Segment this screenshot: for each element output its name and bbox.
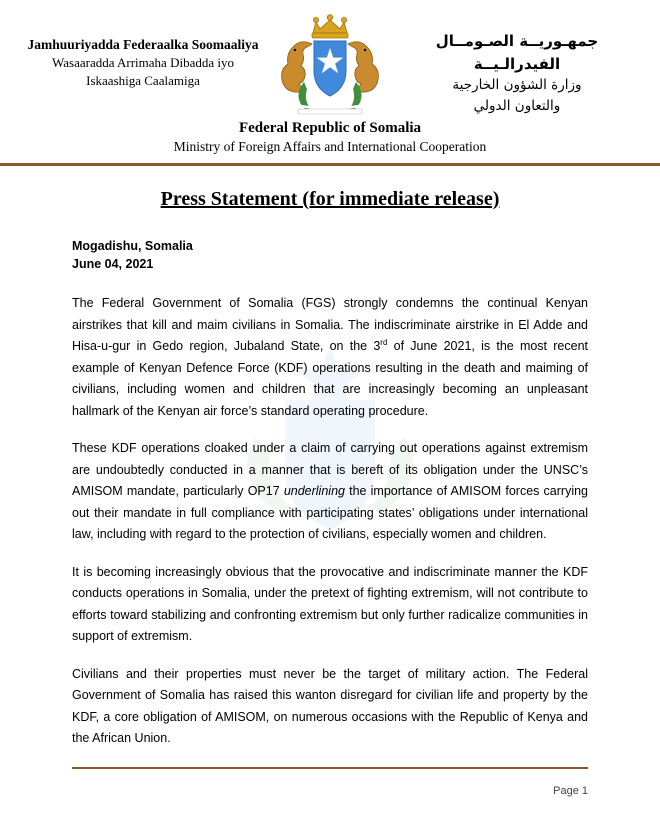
dateline-date: June 04, 2021 (72, 257, 154, 272)
header-somali-text (18, 14, 268, 91)
ministry-title-block (0, 120, 660, 155)
country-name: Federal Republic of Somalia (238, 120, 422, 136)
ministry-name: Ministry of Foreign Affairs and International Cooperation (173, 139, 487, 154)
page-title: Press Statement (for immediate release) (160, 188, 500, 210)
coat-of-arms-emblem (270, 14, 390, 122)
header-arabic-line1: جمهـوريــة الصـومــال الفيدرالـيــة (435, 32, 599, 73)
header-somali-line1: Jamhuuriyadda Federaalka Soomaaliya (27, 37, 259, 52)
document-body (0, 188, 660, 750)
paragraph-p3: It is becoming increasingly obvious that the provocative and indiscriminate manner the KDF conducts operations in Somalia, under the pretext of fighting extremism, will not contribute to efforts toward stabilizing and confronting extremism but only further radicalize communities in support of extremism. (72, 564, 588, 644)
document-header (0, 0, 660, 118)
page-number: Page 1 (553, 785, 588, 797)
header-arabic-text (392, 14, 642, 117)
header-arabic-line2: وزارة الشؤون الخارجية (452, 77, 582, 93)
paragraph-p4: Civilians and their properties must never be the target of military action. The Federal Government of Somalia has raised this wanton disregard for civilian life and property by the KDF, a core obligation of AMISOM, on numerous occasions with the Republic of Kenya and the African Union. (72, 666, 588, 746)
paragraph-p1: The Federal Government of Somalia (FGS) strongly condemns the continual Kenyan airstrikes that kill and maim civilians in Somalia. The indiscriminate airstrike in El Adde and Hisa-u-gur in Gedo region, Jubaland State, on the 3rd of June 2021, is the most recent example of Kenyan Defence Force (KDF) operations resulting in the death and maiming of civilians, including women and children that are increasingly becoming an unpleasant hallmark of the Kenyan air force’s standard operating procedure. (72, 296, 588, 418)
header-somali-line2: Wasaaradda Arrimaha Dibadda iyo (52, 55, 234, 71)
header-divider (0, 163, 660, 166)
header-arabic-line3: والتعاون الدولي (473, 97, 561, 114)
statement-paragraphs (72, 293, 588, 750)
footer-divider (72, 767, 588, 769)
emphasis-text: underlining (283, 484, 345, 499)
dateline-place: Mogadishu, Somalia (72, 239, 193, 253)
header-somali-line3: Iskaashiga Caalamiga (86, 73, 200, 89)
paragraph-p2: These KDF operations cloaked under a claim of carrying out operations against extremism are undoubtedly conducted in a manner that is bereft of its obligation under the UNSC’s AMISOM mandate, particularly OP17 underlining the importance of AMISOM forces carrying out their mandate in full compliance with participating states’ obligations under international law, including with regard to the protection of civilians, especially women and children. (72, 441, 589, 542)
ordinal-suffix: rd (380, 338, 388, 348)
